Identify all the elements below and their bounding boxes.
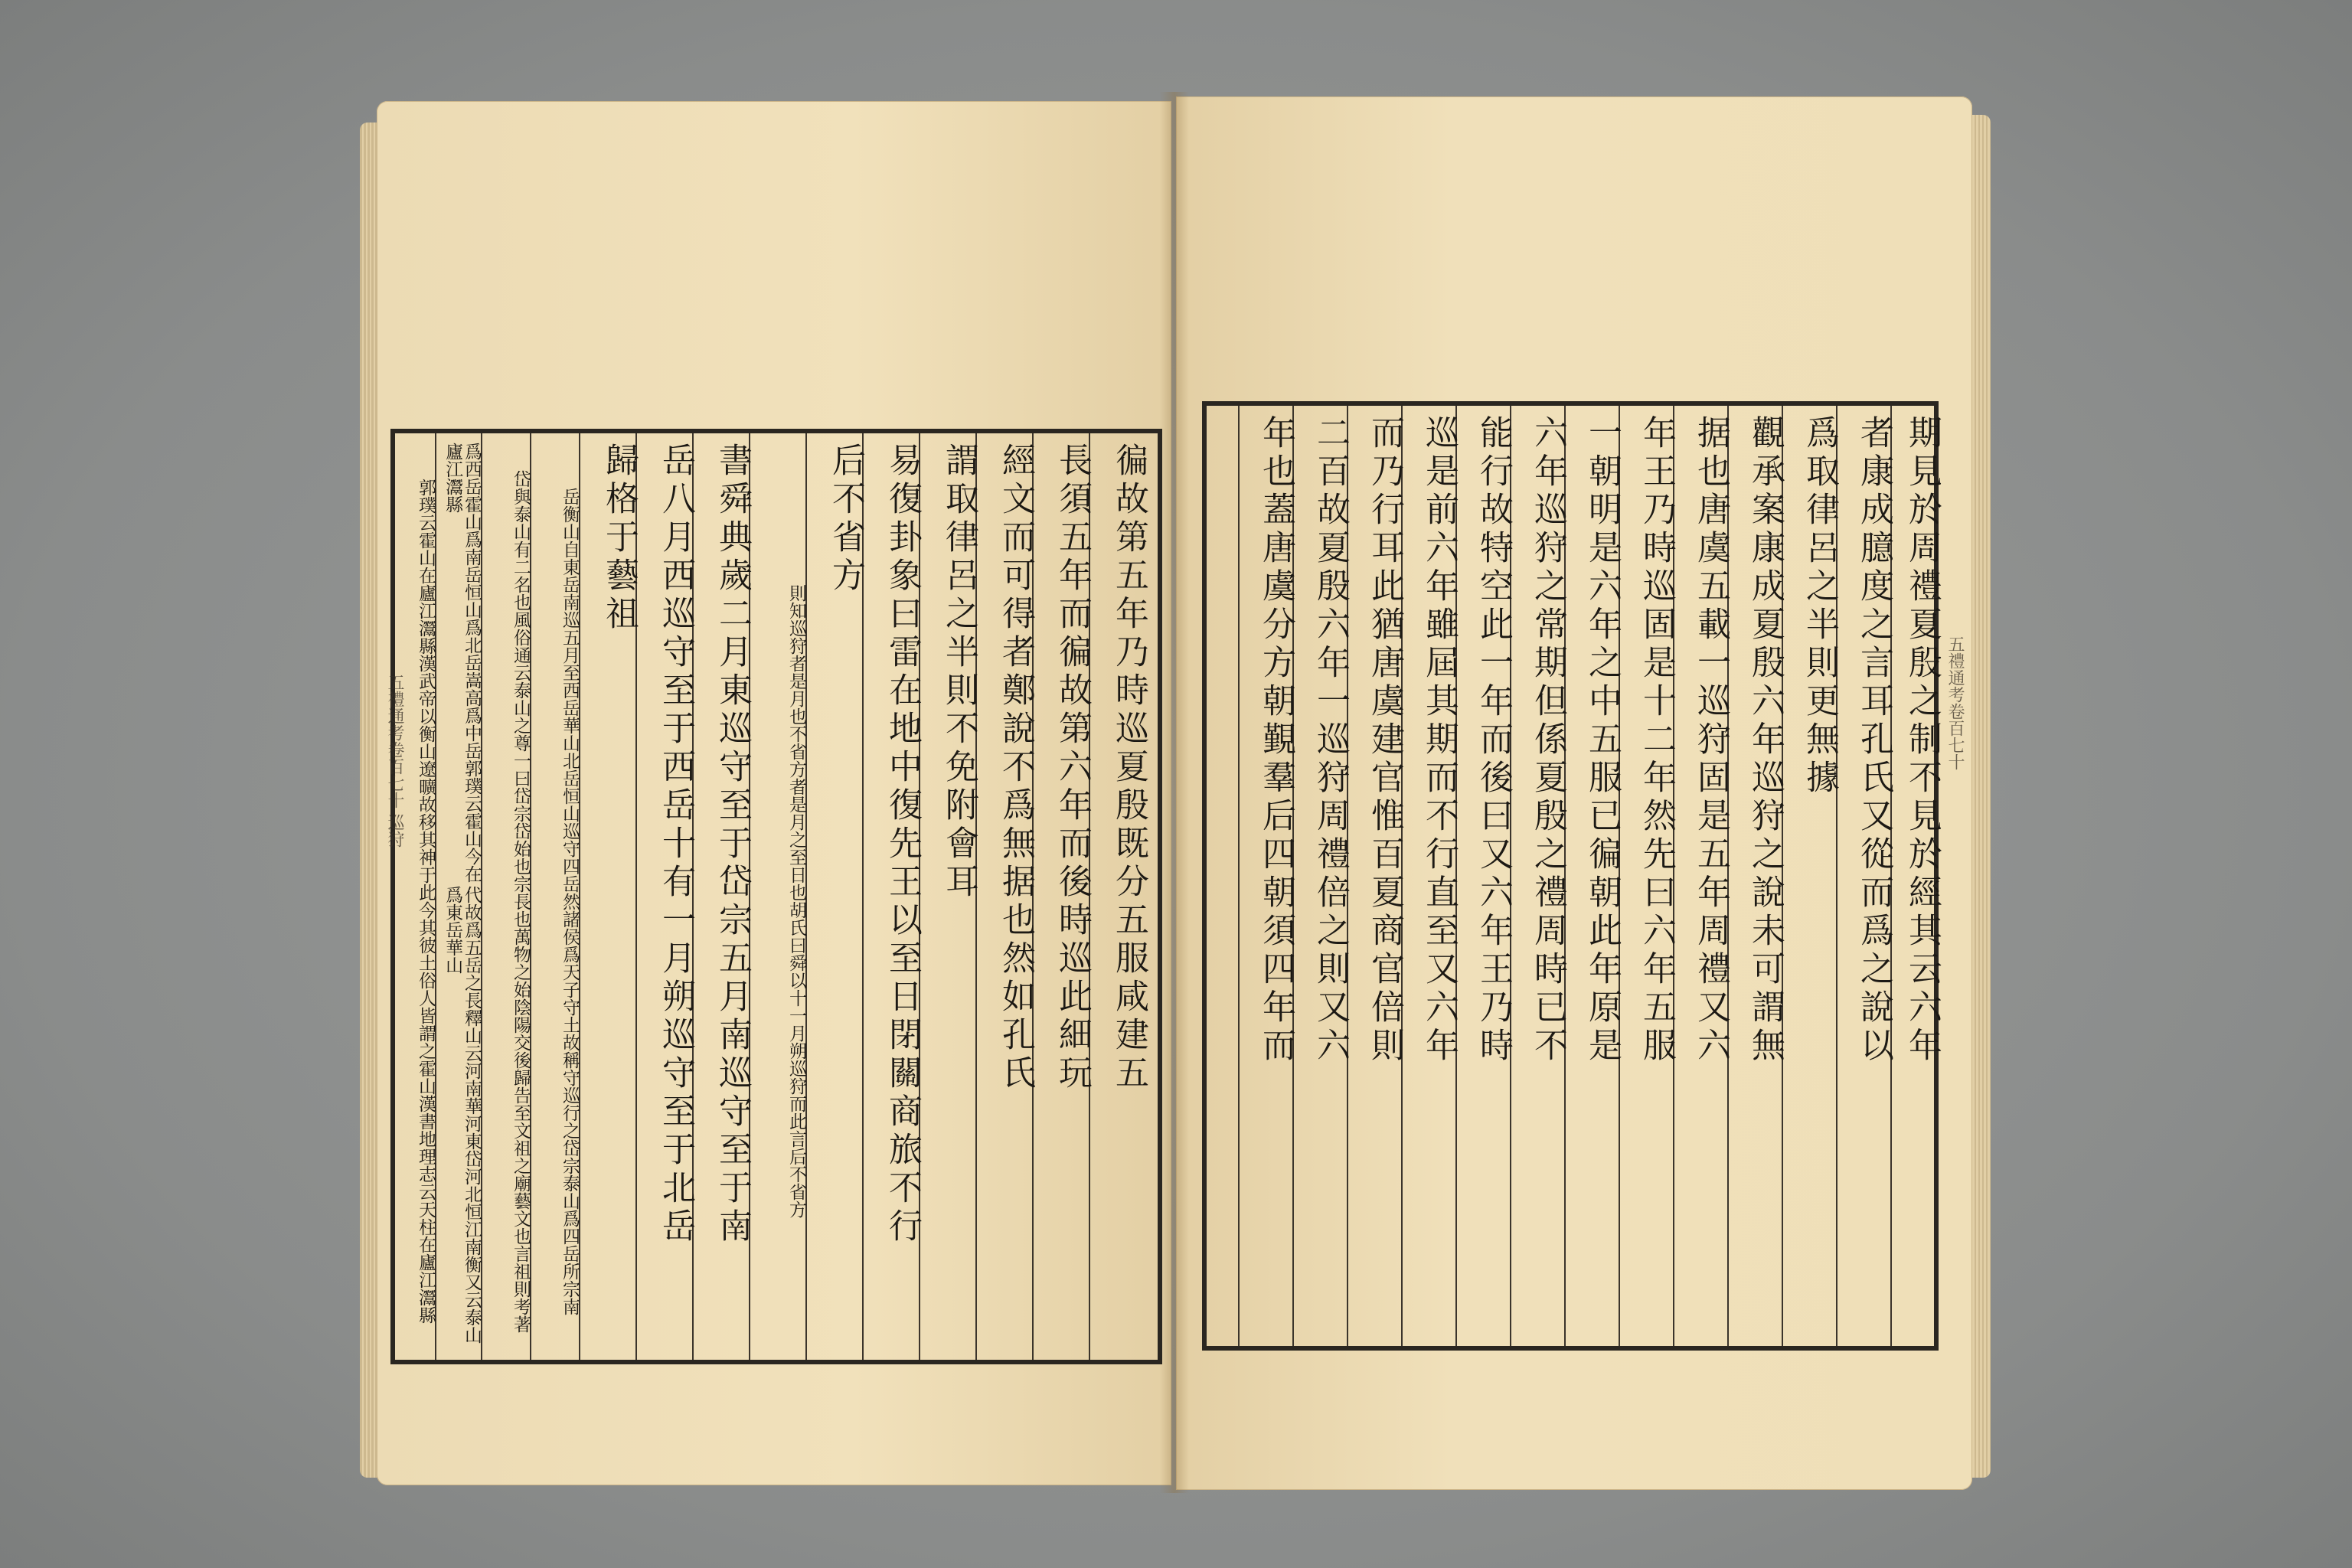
left-page-banxin: 五禮通考卷百七十 巡狩	[385, 674, 404, 848]
text-column: 徧故第五年乃時巡夏殷既分五服咸建五	[1089, 433, 1145, 1360]
text-column: 長須五年而徧故第六年而後時巡此細玩	[1032, 433, 1089, 1360]
text-column: 二百故夏殷六年一巡狩周禮倍之則又六	[1292, 406, 1347, 1346]
text-column: 巡是前六年雖屆其期而不行直至又六年	[1401, 406, 1455, 1346]
note-column	[749, 433, 805, 1360]
note-line: 後歸告至文祖之廟藝文也言祖則考著	[511, 1050, 531, 1333]
note-line: 岳衡山自東岳南巡五月至西岳華山北岳恒山巡守四岳然	[560, 487, 580, 910]
note-column	[435, 433, 481, 1360]
right-text-block	[1202, 401, 1942, 1351]
text-column: 期見於周禮夏殷之制不見於經其云六年	[1890, 406, 1939, 1346]
text-column: 年王乃時巡固是十二年然先曰六年五服	[1619, 406, 1673, 1346]
note-line: 胡氏曰舜以十一月朔巡狩而此言后不省方	[786, 901, 806, 1218]
note-line: 諸侯爲天子守土故稱守巡行之岱宗泰山爲四岳所宗南	[560, 910, 580, 1315]
note-line: 郭璞云霍山在廬江灊縣漢武帝以衡山遼曠故移其神于此今其彼土俗人皆	[416, 479, 436, 1024]
text-column: 經文而可得者鄭說不爲無据也然如孔氏	[975, 433, 1032, 1360]
note-line: 岱與泰山有二名也風俗通云泰山之尊一曰岱宗岱始也宗長也萬物之始陰陽交	[511, 469, 531, 1051]
note-line: 則知巡狩者是月也不省方者是月之至日也	[786, 584, 806, 901]
note-column	[481, 433, 530, 1360]
text-column: 能行故特空此一年而後曰又六年王乃時	[1455, 406, 1510, 1346]
text-column: 六年巡狩之常期但係夏殷之禮周時已不	[1510, 406, 1564, 1346]
text-column: 爲取律呂之半則更無據	[1782, 406, 1836, 1346]
text-column: 一朝明是六年之中五服已徧朝此年原是	[1564, 406, 1619, 1346]
left-text-block	[390, 429, 1162, 1364]
text-column: 歸格于藝祖	[579, 433, 635, 1360]
note-line: 謂之霍山漢書地理志云天柱在廬江灊縣	[416, 1024, 436, 1324]
text-column: 据也唐虞五載一巡狩固是五年周禮又六	[1673, 406, 1727, 1346]
text-column: 者康成臆度之言耳孔氏又從而爲之說以	[1836, 406, 1890, 1346]
text-column: 書舜典歲二月東巡守至于岱宗五月南巡守至于南	[692, 433, 749, 1360]
note-line: 代故爲五岳之長釋山云河南華河東岱河北恒江南衡又云泰山爲東岳華山	[443, 886, 482, 1344]
text-column: 謂取律呂之半則不免附會耳	[919, 433, 975, 1360]
text-column: 而乃行耳此猶唐虞建官惟百夏商官倍則	[1347, 406, 1401, 1346]
text-column: 后不省方	[805, 433, 862, 1360]
note-column	[395, 433, 435, 1360]
text-column: 易復卦象曰雷在地中復先王以至日閉關商旅不行	[862, 433, 919, 1360]
book-gutter	[1160, 92, 1189, 1493]
text-column: 年也蓋唐虞分方朝覲羣后四朝須四年而	[1238, 406, 1292, 1346]
note-line: 爲西岳霍山爲南岳恒山爲北岳嵩高爲中岳郭璞云霍山今在廬江灊縣	[443, 443, 482, 883]
text-column: 岳八月西巡守至于西岳十有一月朔巡守至于北岳	[635, 433, 692, 1360]
text-column: 觀承案康成夏殷六年巡狩之說未可謂無	[1727, 406, 1782, 1346]
note-column	[530, 433, 579, 1360]
right-page-banxin: 五禮通考卷百七十	[1945, 635, 1965, 770]
